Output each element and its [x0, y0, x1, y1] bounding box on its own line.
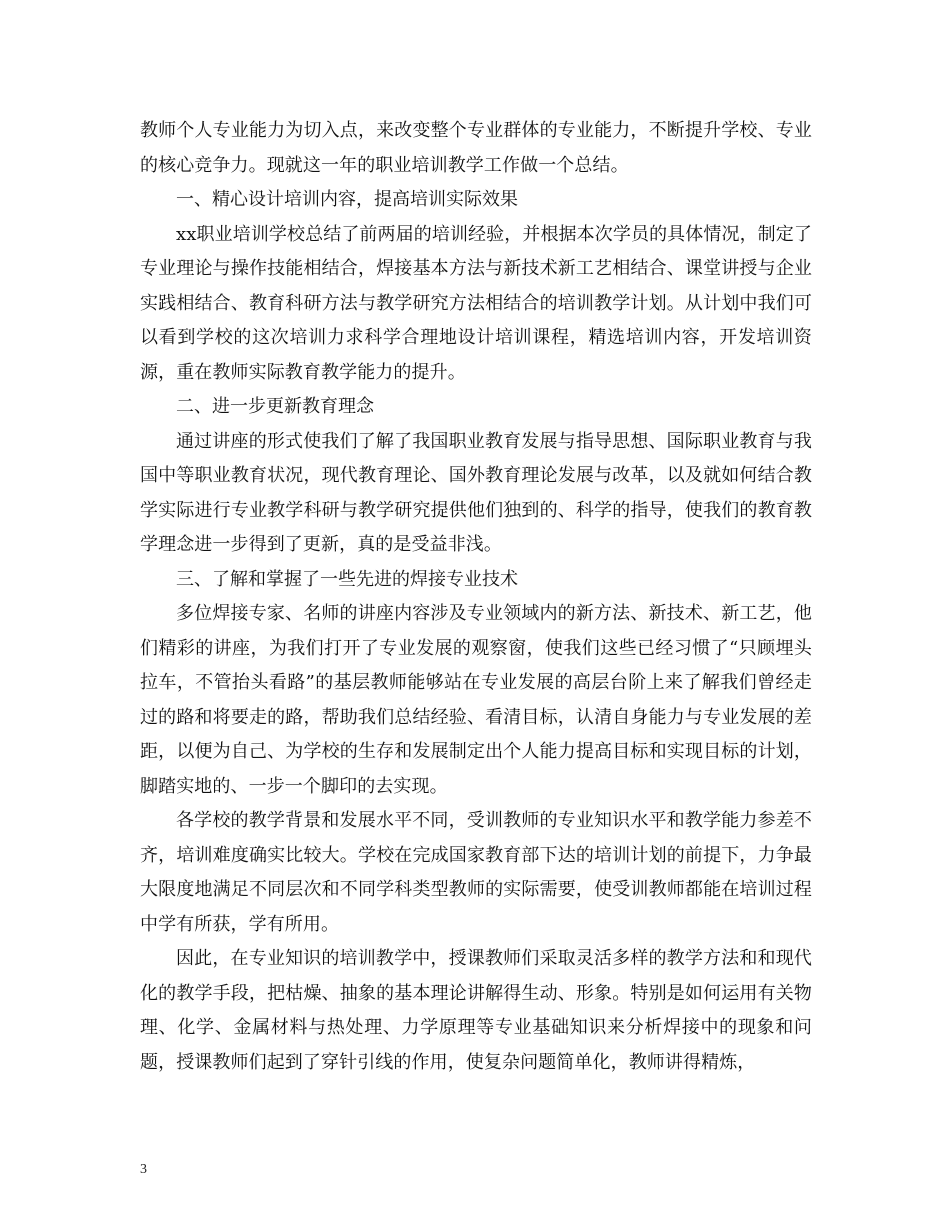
section-heading-1: 一、精心设计培训内容，提高培训实际效果 — [176, 189, 518, 210]
section-heading-3: 三、了解和掌握了一些先进的焊接专业技术 — [176, 568, 518, 590]
paragraph-school-background: 各学校的教学背景和发展水平不同，受训教师的专业知识水平和教学能力参差不齐，培训难度确实比较大。学校在完成国家教育部下达的培训计划的前提下，力争最大限度地满足不同层次和不同学科类型教师的实际需要，使受训教师都能在培训过程中学有所获，学有所用。 — [140, 810, 812, 935]
page-number: 3 — [140, 1162, 147, 1177]
paragraph-training-plan: xx职业培训学校总结了前两届的培训经验，并根据本次学员的具体情况，制定了专业理论与操作技能相结合，焊接基本方法与新技术新工艺相结合、课堂讲授与企业实践相结合、教育科研方法与教学研究方法相结合的培训教学计划。从计划中我们可以看到学校的这次培训力求科学合理地设计培训课程，精选培训内容，开发培训资源，重在教师实际教育教学能力的提升。 — [140, 223, 812, 383]
page-body — [140, 114, 812, 1080]
paragraph-welding-experts: 多位焊接专家、名师的讲座内容涉及专业领域内的新方法、新技术、新工艺，他们精彩的讲座，为我们打开了专业发展的观察窗，使我们这些已经习惯了“只顾埋头拉车，不管抬头看路”的基层教师能够站在专业发展的高层台阶上来了解我们曾经走过的路和将要走的路，帮助我们总结经验、看清目标，认清自身能力与专业发展的差距，以便为自己、为学校的生存和发展制定出个人能力提高目标和实现目标的计划，脚踏实地的、一步一个脚印的去实现。 — [140, 603, 812, 797]
paragraph-continued: 教师个人专业能力为切入点，来改变整个专业群体的专业能力，不断提升学校、专业的核心竞争力。现就这一年的职业培训教学工作做一个总结。 — [140, 120, 812, 176]
paragraph-teaching-methods: 因此，在专业知识的培训教学中，授课教师们采取灵活多样的教学方法和和现代化的教学手段，把枯燥、抽象的基本理论讲解得生动、形象。特别是如何运用有关物理、化学、金属材料与热处理、力学原理等专业基础知识来分析焊接中的现象和问题，授课教师们起到了穿针引线的作用，使复杂问题简单化，教师讲得精炼， — [140, 948, 812, 1073]
section-heading-2: 二、进一步更新教育理念 — [176, 396, 374, 417]
paragraph-education-concept: 通过讲座的形式使我们了解了我国职业教育发展与指导思想、国际职业教育与我国中等职业教育状况，现代教育理论、国外教育理论发展与改革，以及就如何结合教学实际进行专业教学科研与教学研究提供他们独到的、科学的指导，使我们的教育教学理念进一步得到了更新，真的是受益非浅。 — [140, 430, 812, 555]
